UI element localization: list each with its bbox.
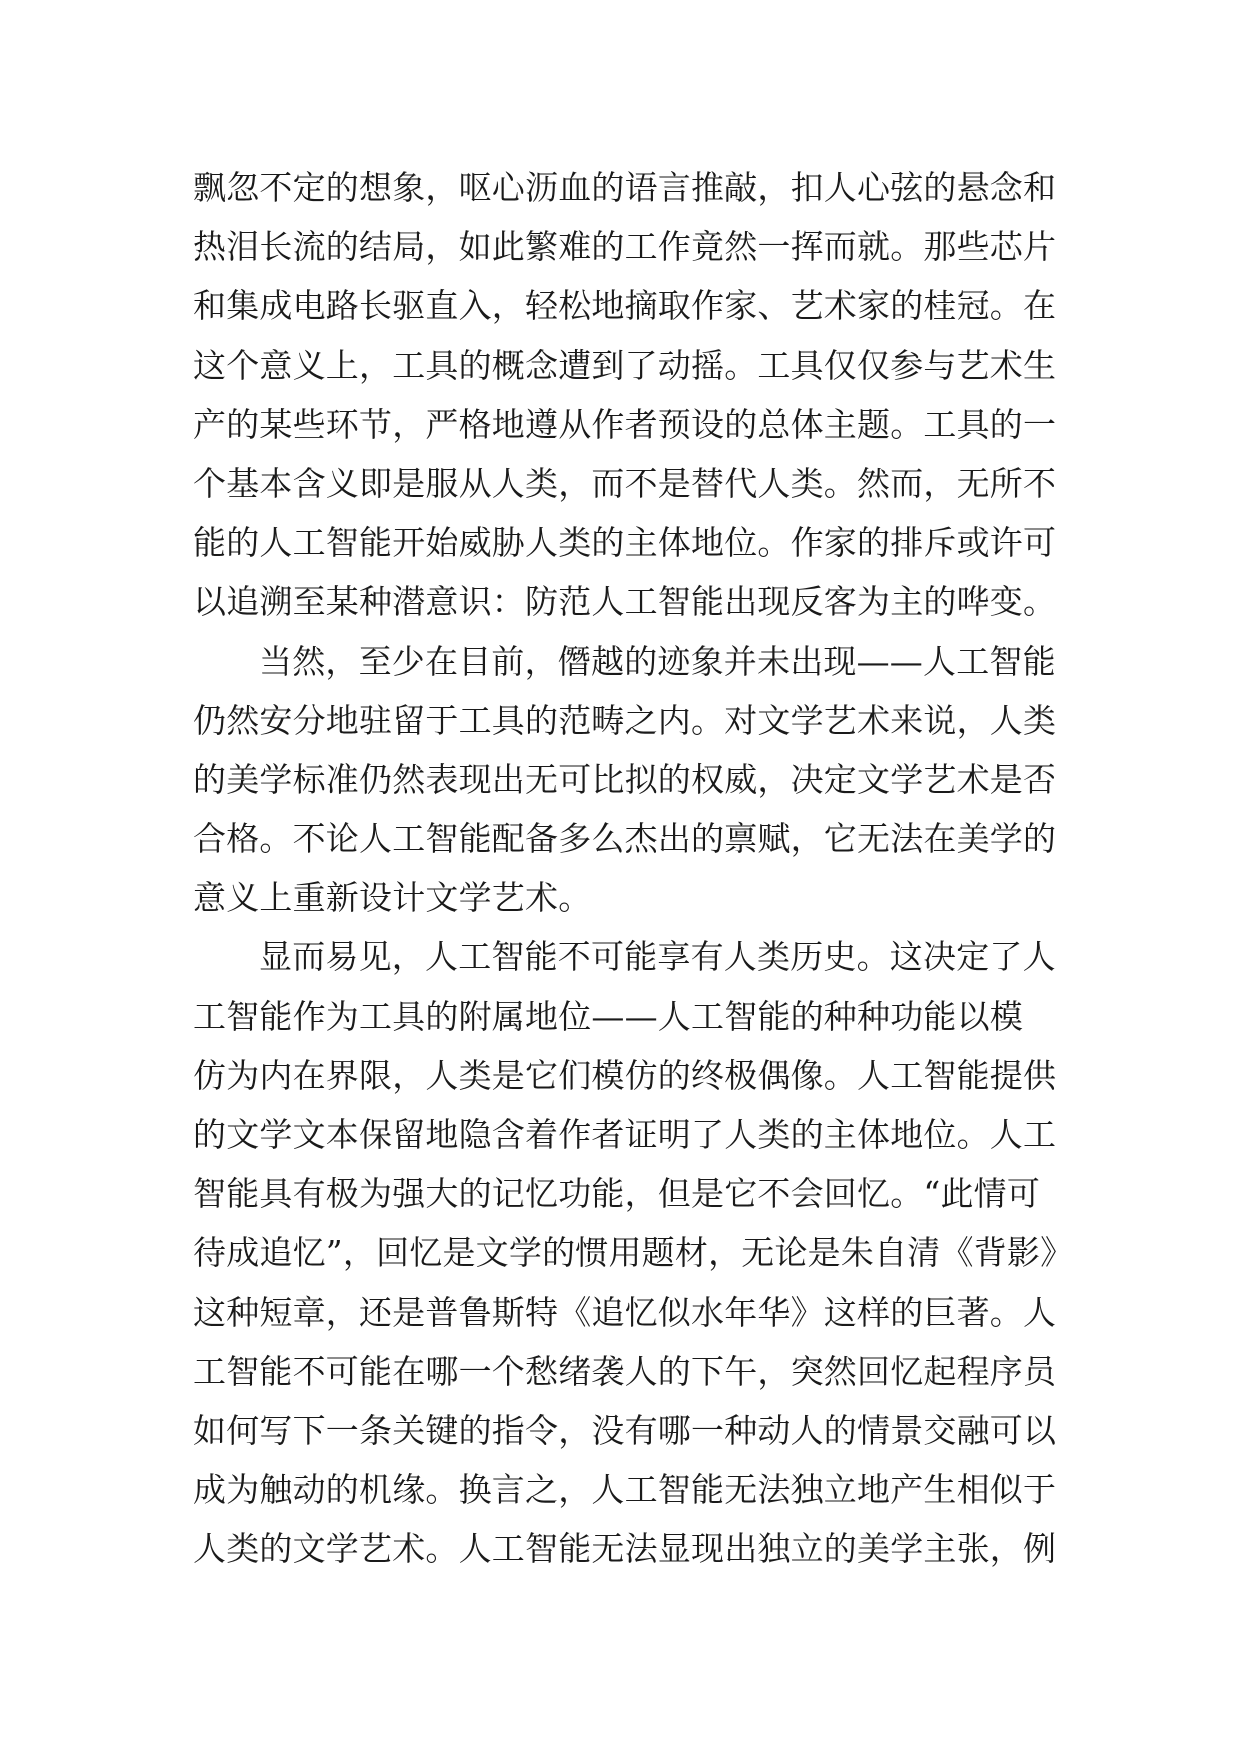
text-line: 当然，至少在目前，僭越的迹象并未出现——人工智能 — [259, 641, 1056, 681]
text-line: 能的人工智能开始威胁人类的主体地位。作家的排斥或许可 — [193, 523, 1057, 563]
text-line: 的美学标准仍然表现出无可比拟的权威，决定文学艺术是否 — [193, 759, 1057, 799]
text-line: 仿为内在界限，人类是它们模仿的终极偶像。人工智能提供 — [193, 1055, 1057, 1095]
text-line: 这个意义上，工具的概念遭到了动摇。工具仅仅参与艺术生 — [193, 345, 1057, 385]
text-line: 和集成电路长驱直入，轻松地摘取作家、艺术家的桂冠。在 — [193, 286, 1057, 326]
text-line: 这种短章，还是普鲁斯特《追忆似水年华》这样的巨著。人 — [193, 1292, 1057, 1332]
text-line: 飘忽不定的想象，呕心沥血的语言推敲，扣人心弦的悬念和 — [193, 168, 1057, 207]
text-line: 合格。不论人工智能配备多么杰出的禀赋，它无法在美学的 — [193, 819, 1057, 859]
body-text — [193, 158, 1074, 1579]
text-line: 显而易见，人工智能不可能享有人类历史。这决定了人 — [259, 937, 1056, 977]
text-line: 的文学文本保留地隐含着作者证明了人类的主体地位。人工 — [193, 1115, 1057, 1154]
text-line: 如何写下一条关键的指令，没有哪一种动人的情景交融可以 — [193, 1410, 1057, 1450]
text-line: 意义上重新设计文学艺术。 — [193, 878, 592, 918]
text-line: 工智能不可能在哪一个愁绪袭人的下午，突然回忆起程序员 — [193, 1351, 1057, 1391]
text-line: 仍然安分地驻留于工具的范畴之内。对文学艺术来说，人类 — [193, 700, 1057, 740]
text-line: 工智能作为工具的附属地位——人工智能的种种功能以模 — [193, 996, 1023, 1036]
text-line: 成为触动的机缘。换言之，人工智能无法独立地产生相似于 — [193, 1470, 1057, 1510]
text-line: 人类的文学艺术。人工智能无法显现出独立的美学主张，例 — [193, 1529, 1057, 1569]
text-line: 智能具有极为强大的记忆功能，但是它不会回忆。“此情可 — [193, 1174, 1041, 1214]
text-line: 以追溯至某种潜意识：防范人工智能出现反客为主的哗变。 — [193, 582, 1057, 622]
text-line: 待成追忆”，回忆是文学的惯用题材，无论是朱自清《背影》 — [193, 1233, 1074, 1273]
text-line: 热泪长流的结局，如此繁难的工作竟然一挥而就。那些芯片 — [193, 227, 1057, 267]
text-line: 产的某些环节，严格地遵从作者预设的总体主题。工具的一 — [193, 404, 1057, 444]
text-line: 个基本含义即是服从人类，而不是替代人类。然而，无所不 — [193, 463, 1057, 503]
